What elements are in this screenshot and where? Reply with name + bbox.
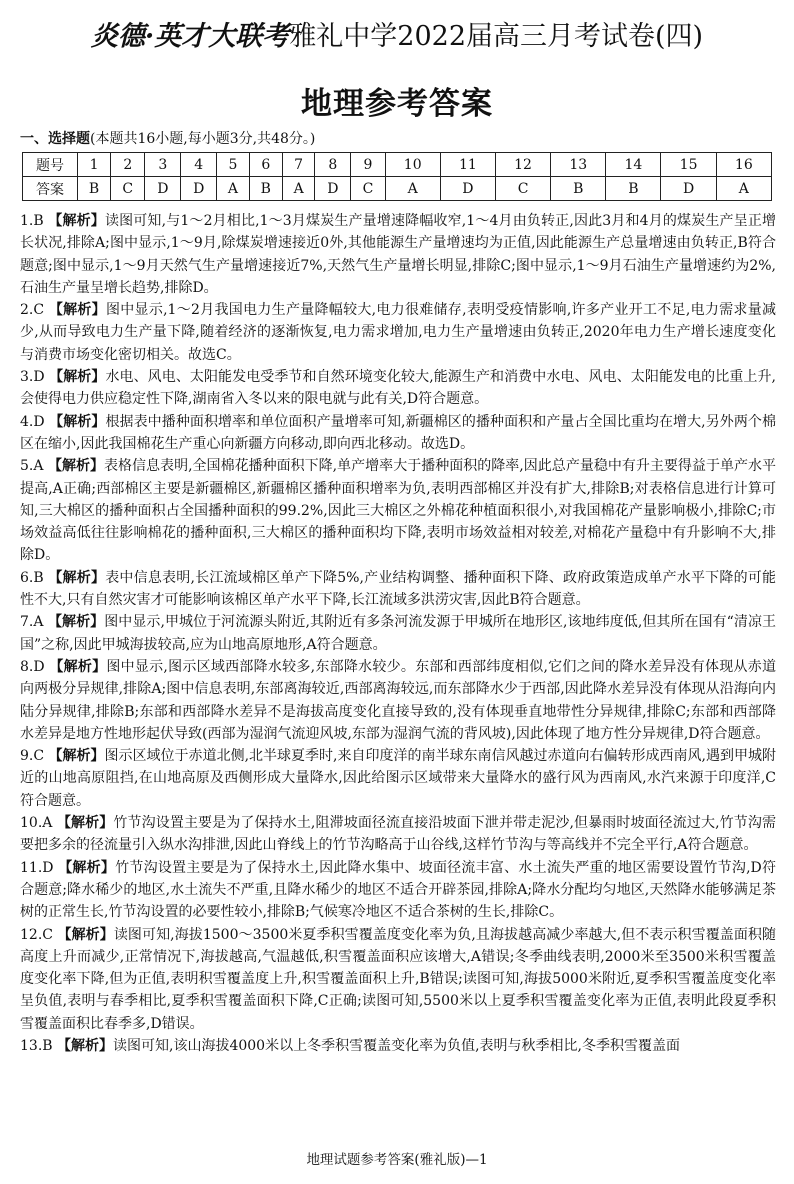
explanation-number: 5.A: [20, 458, 44, 475]
analysis-tag: 【解析】: [47, 614, 105, 631]
answer-cell: D: [661, 177, 716, 201]
question-number: 6: [249, 153, 282, 177]
explanation-item: [20, 924, 776, 1035]
explanation-text: 读图可知,与1～2月相比,1～3月煤炭生产量增速降幅收窄,1～4月由负转正,因此3月和4月的煤炭生产呈正增长状况,排除A;图中显示,1～9月,除煤炭增速接近0外,其他能源生产量增速均为正值,因此能源生产总量增速由负转正,B符合题意;图中显示,1～9月天然气生产量增速接近7%,天然气生产量增长明显,排除C;图中显示,1～9月石油生产量增速约为2%,石油生产量呈增长趋势,排除D。: [20, 213, 777, 296]
answer-cell: B: [78, 177, 111, 201]
explanation-item: [20, 745, 776, 812]
answer-cell: D: [145, 177, 181, 201]
question-number: 1: [78, 153, 111, 177]
explanation-number: 9.C: [20, 748, 45, 765]
explanation-number: 4.D: [20, 413, 45, 430]
answer-cell: A: [282, 177, 315, 201]
question-number: 10: [385, 153, 440, 177]
explanation-number: 1.B: [20, 213, 44, 229]
explanation-number: 3.D: [20, 369, 45, 386]
analysis-tag: 【解析】: [57, 1037, 114, 1054]
explanation-number: 6.B: [20, 569, 44, 586]
question-number: 7: [282, 153, 315, 177]
answer-cell: D: [181, 177, 217, 201]
brand-name: 炎德·英才大联考: [90, 21, 290, 52]
question-number: 13: [551, 153, 606, 177]
row-label-answer: 答案: [23, 177, 78, 201]
answer-cell: B: [606, 177, 661, 201]
explanation-number: 2.C: [20, 302, 45, 319]
row-label-number: 题号: [23, 153, 78, 177]
explanation-text: 表中信息表明,长江流域棉区单产下降5%,产业结构调整、播种面积下降、政府政策造成单产水平下降的可能性不大,只有自然灾害才可能影响该棉区单产水平下降,长江流域多洪涝灾害,因此B符合题意。: [20, 569, 777, 609]
explanation-item: [20, 366, 776, 411]
explanation-text: 竹节沟设置主要是为了保持水土,阻滞坡面径流直接沿坡面下泄并带走泥沙,但暴雨时坡面径流过大,竹节沟需要把多余的径流量引入纵水沟排泄,因此山脊线上的竹节沟略高于山谷线,这样竹节沟与等高线并不完全平行,A符合题意。: [20, 815, 777, 854]
answer-cell: C: [351, 177, 385, 201]
page-footer: 地理试题参考答案(雅礼版)—1: [306, 1152, 488, 1168]
page-subtitle: 地理参考答案: [301, 86, 493, 122]
answer-cell: B: [551, 177, 606, 201]
answer-cell: B: [249, 177, 282, 201]
analysis-tag: 【解析】: [49, 413, 106, 430]
analysis-tag: 【解析】: [48, 748, 105, 765]
question-number: 16: [716, 153, 771, 177]
exam-title: [0, 14, 794, 53]
explanation-number: 12.C: [20, 926, 53, 943]
explanation-text: 读图可知,海拔1500～3500米夏季积雪覆盖度变化率为负,且海拔越高减少率越大,但不表示积雪覆盖面积随高度上升而减少,正常情况下,海拔越高,气温越低,积雪覆盖面积应该增大,A错误;冬季曲线表明,2000米至3500米积雪覆盖度变化率下降,但为正值,表明积雪覆盖度上升,积雪覆盖面积上升,B错误;读图可知,海拔5000米附近,夏季积雪覆盖度变化率呈负值,表明与春季相比,夏季积雪覆盖面积下降,C正确;读图可知,5500米以上夏季积雪覆盖变化率为正值,表明此段夏季积雪覆盖面积比春季多,D错误。: [20, 926, 777, 1032]
answer-cell: C: [111, 177, 145, 201]
question-number: 12: [495, 153, 550, 177]
explanation-item: [20, 812, 776, 857]
question-number: 15: [661, 153, 716, 177]
explanation-number: 10.A: [20, 815, 53, 832]
explanation-item: [20, 857, 776, 924]
section-label: 一、选择题: [20, 131, 90, 147]
explanation-number: 8.D: [20, 658, 45, 675]
analysis-tag: 【解析】: [48, 302, 106, 319]
answer-row: [23, 177, 772, 201]
analysis-tag: 【解析】: [47, 458, 104, 475]
question-number: 9: [351, 153, 385, 177]
question-number: 11: [440, 153, 495, 177]
analysis-tag: 【解析】: [56, 815, 114, 832]
explanation-number: 13.B: [20, 1037, 53, 1054]
section-heading: [20, 128, 315, 148]
question-number: 14: [606, 153, 661, 177]
explanation-text: 根据表中播种面积增率和单位面积产量增率可知,新疆棉区的播种面积和产量占全国比重均在增大,另外两个棉区在缩小,因此我国棉花生产重心向新疆方向移动,即向西北移动。故选D。: [20, 413, 777, 452]
answer-cell: A: [716, 177, 771, 201]
answer-cell: D: [440, 177, 495, 201]
explanation-item: [20, 611, 776, 656]
answer-cell: D: [315, 177, 351, 201]
question-number: 8: [315, 153, 351, 177]
explanation-item: [20, 455, 776, 566]
explanation-text: 竹节沟设置主要是为了保持水土,因此降水集中、坡面径流丰富、水土流失严重的地区需要设置竹节沟,D符合题意;降水稀少的地区,水土流失不严重,且降水稀少的地区不适合开辟茶园,排除A;降水分配均匀地区,天然降水能够满足茶树的正常生长,竹节沟设置的必要性较小,排除B;气候寒冷地区不适合茶树的生长,排除C。: [20, 859, 777, 921]
exam-name: 雅礼中学2022届高三月考试卷(四): [289, 21, 704, 52]
question-number: 2: [111, 153, 145, 177]
explanation-number: 7.A: [20, 614, 44, 631]
explanation-text: 图中显示,甲城位于河流源头附近,其附近有多条河流发源于甲城所在地形区,该地纬度低,但其所在国有“清凉王国”之称,因此甲城海拔较高,应为山地高原地形,A符合题意。: [20, 614, 777, 653]
analysis-tag: 【解析】: [49, 658, 107, 675]
analysis-tag: 【解析】: [48, 213, 105, 229]
explanation-text: 图中显示,图示区域西部降水较多,东部降水较少。东部和西部纬度相似,它们之间的降水差异没有体现从赤道向两极分异规律,排除A;图中信息表明,东部离海较近,西部离海较远,而东部降水少于西部,因此降水差异没有体现从沿海向内陆分异规律,排除B;东部和西部降水差异不是海拔高度变化直接导致的,没有体现垂直地带性分异规律,排除C;东部和西部降水差异是地方性地形起伏导致(西部为湿润气流迎风坡,东部为湿润气流的背风坡),因此体现了地方性分异规律,D符合题意。: [20, 658, 777, 742]
analysis-tag: 【解析】: [57, 926, 114, 943]
question-number: 3: [145, 153, 181, 177]
explanation-item: [20, 411, 776, 456]
question-number: 4: [181, 153, 217, 177]
explanation-text: 水电、风电、太阳能发电受季节和自然环境变化较大,能源生产和消费中水电、风电、太阳能发电的比重上升,会使得电力供应稳定性下降,湖南省入冬以来的限电就与此有关,D符合题意。: [20, 369, 777, 408]
answer-table: [22, 152, 772, 201]
explanation-list: [20, 210, 776, 1057]
section-note: (本题共16小题,每小题3分,共48分。): [90, 131, 316, 147]
explanation-item: [20, 210, 776, 299]
explanation-text: 图中显示,1～2月我国电力生产量降幅较大,电力很难储存,表明受疫情影响,许多产业开工不足,电力需求量减少,从而导致电力生产量下降,随着经济的逐渐恢复,电力需求增加,电力生产量增速由负转正,2020年电力生产增长速度变化与消费市场变化密切相关。故选C。: [20, 302, 776, 363]
analysis-tag: 【解析】: [48, 569, 106, 586]
explanation-text: 图示区域位于赤道北侧,北半球夏季时,来自印度洋的南半球东南信风越过赤道向右偏转形成西南风,遇到甲城附近的山地高原阻挡,在山地高原及西侧形成大量降水,因此给图示区域带来大量降水的盛行风为西南风,水汽来源于印度洋,C符合题意。: [20, 748, 776, 809]
answer-cell: A: [385, 177, 440, 201]
answer-cell: A: [217, 177, 250, 201]
explanation-item: [20, 1035, 776, 1057]
explanation-item: [20, 656, 776, 745]
explanation-item: [20, 299, 776, 366]
analysis-tag: 【解析】: [49, 369, 106, 386]
explanation-number: 11.D: [20, 859, 54, 876]
explanation-text: 表格信息表明,全国棉花播种面积下降,单产增率大于播种面积的降率,因此总产量稳中有升主要得益于单产水平提高,A正确;西部棉区主要是新疆棉区,新疆棉区播种面积增率为负,表明西部棉区并没有扩大,排除B;对表格信息进行计算可知,三大棉区的播种面积占全国播种面积的99.2%,因此三大棉区之外棉花种植面积很小,对我国棉花产量影响极小,排除C;市场效益高低往往影响棉花的播种面积,三大棉区的播种面积均下降,表明市场效益相对较差,对棉花产量稳中有升影响不大,排除D。: [20, 458, 776, 564]
question-number: 5: [217, 153, 250, 177]
answer-cell: C: [495, 177, 550, 201]
explanation-text: 读图可知,该山海拔4000米以上冬季积雪覆盖变化率为负值,表明与秋季相比,冬季积雪覆盖面: [113, 1037, 680, 1054]
explanation-item: [20, 567, 776, 612]
analysis-tag: 【解析】: [58, 859, 116, 876]
question-number-row: [23, 153, 772, 177]
